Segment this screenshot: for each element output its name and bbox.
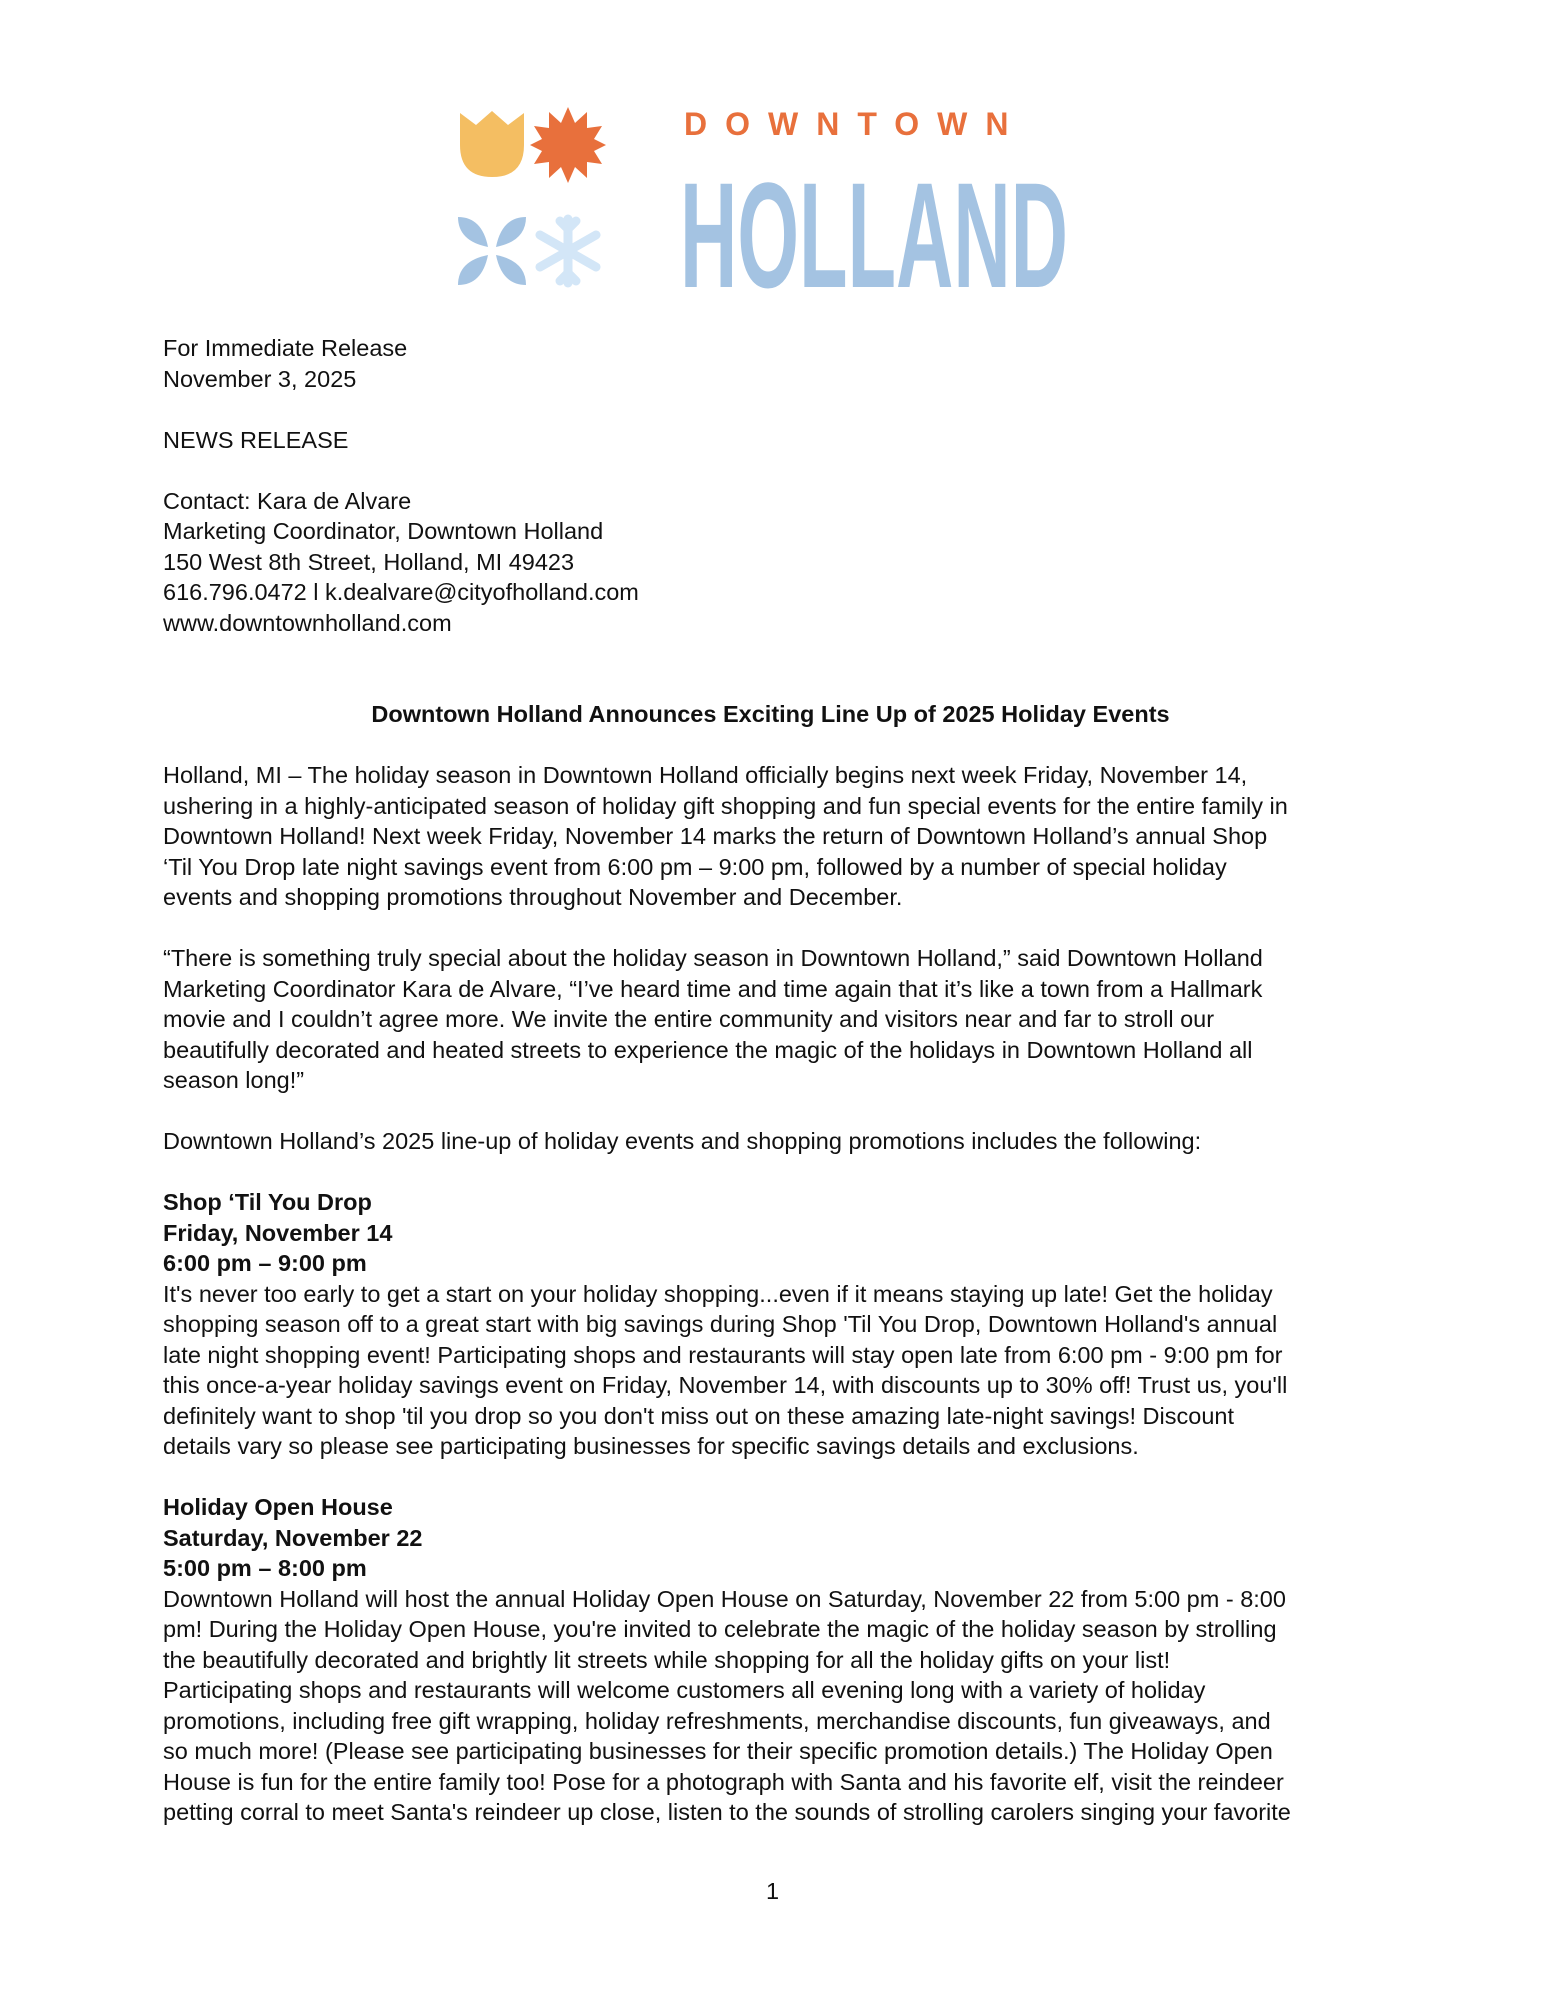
intro-paragraph xyxy=(163,760,1393,913)
text-line: pm! During the Holiday Open House, you're invited to celebrate the magic of the holiday season by strolling xyxy=(163,1616,1277,1642)
text-line: promotions, including free gift wrapping, holiday refreshments, merchandise discounts, fun giveaways, and xyxy=(163,1707,1271,1734)
text-line: details vary so please see participating businesses for specific savings details and exclusions. xyxy=(163,1433,1139,1459)
text-line: Participating shops and restaurants will welcome customers all evening long with a variety of holiday xyxy=(163,1677,1206,1703)
release-date: November 3, 2025 xyxy=(163,365,357,392)
text-line: It's never too early to get a start on your holiday shopping...even if it means staying up late! Get the holiday xyxy=(163,1280,1273,1307)
event-time: 5:00 pm – 8:00 pm xyxy=(163,1555,367,1581)
contact-title: Marketing Coordinator, Downtown Holland xyxy=(163,518,604,544)
page-number: 1 xyxy=(765,1878,780,1904)
quote-paragraph xyxy=(163,943,1393,1096)
contact-website: www.downtownholland.com xyxy=(163,609,452,636)
lineup-intro: Downtown Holland’s 2025 line-up of holiday events and shopping promotions includes the following: xyxy=(163,1128,1202,1154)
sun-icon xyxy=(530,107,606,183)
contact-phone-email: 616.796.0472 l k.dealvare@cityofholland.com xyxy=(163,579,639,605)
text-line: so much more! (Please see participating businesses for their specific promotion details.) The Holiday Open xyxy=(163,1738,1273,1764)
text-line: Downtown Holland will host the annual Holiday Open House on Saturday, November 22 from 5:00 pm - 8:00 xyxy=(163,1585,1286,1612)
text-line: events and shopping promotions throughout November and December. xyxy=(163,884,903,910)
event-shop-til-you-drop xyxy=(163,1187,1393,1462)
logo-word-holland: HOLLAND xyxy=(680,151,1068,319)
text-line: the beautifully decorated and brightly lit streets while shopping for all the holiday gifts on your list! xyxy=(163,1646,1171,1673)
release-line: For Immediate Release xyxy=(163,335,408,361)
event-name: Shop ‘Til You Drop xyxy=(163,1189,372,1215)
text-line: House is fun for the entire family too! Pose for a photograph with Santa and his favorite elf, visit the reindeer xyxy=(163,1768,1284,1795)
text-line: shopping season off to a great start with big savings during Shop 'Til You Drop, Downtown Holland's annual xyxy=(163,1311,1278,1337)
text-line: late night shopping event! Participating shops and restaurants will stay open late from 6:00 pm - 9:00 pm for xyxy=(163,1341,1283,1368)
butterfly-icon xyxy=(458,217,526,285)
text-line: definitely want to shop 'til you drop so you don't miss out on these amazing late-night savings! Discount xyxy=(163,1402,1234,1429)
text-line: Holland, MI – The holiday season in Downtown Holland officially begins next week Friday, November 14, xyxy=(163,762,1248,788)
text-line: beautifully decorated and heated streets to experience the magic of the holidays in Downtown Holland all xyxy=(163,1036,1253,1063)
text-line: Marketing Coordinator Kara de Alvare, “I’ve heard time and time again that it’s like a town from a Hallmark xyxy=(163,975,1263,1002)
press-release-body xyxy=(163,333,1393,1828)
headline: Downtown Holland Announces Exciting Line Up of 2025 Holiday Events xyxy=(371,701,1170,727)
text-line: season long!” xyxy=(163,1067,305,1093)
text-line: movie and I couldn’t agree more. We invite the entire community and visitors near and far to stroll our xyxy=(163,1006,1215,1032)
event-time: 6:00 pm – 9:00 pm xyxy=(163,1250,367,1276)
text-line: Downtown Holland! Next week Friday, November 14 marks the return of Downtown Holland’s annual Shop xyxy=(163,823,1268,849)
event-holiday-open-house xyxy=(163,1492,1393,1828)
tulip-icon xyxy=(460,111,524,177)
event-date: Friday, November 14 xyxy=(163,1219,393,1246)
text-line: ushering in a highly-anticipated season of holiday gift shopping and fun special events for the entire family in xyxy=(163,792,1288,819)
text-line: “There is something truly special about the holiday season in Downtown Holland,” said Downtown Holland xyxy=(163,945,1263,971)
snowflake-icon xyxy=(540,219,596,283)
downtown-holland-logo xyxy=(458,106,1070,319)
text-line: this once-a-year holiday savings event on Friday, November 14, with discounts up to 30% off! Trust us, you'll xyxy=(163,1372,1288,1398)
logo-word-downtown: DOWNTOWN xyxy=(684,106,1027,142)
text-line: petting corral to meet Santa's reindeer up close, listen to the sounds of strolling carolers singing your favorite xyxy=(163,1799,1291,1825)
event-name: Holiday Open House xyxy=(163,1494,393,1520)
event-date: Saturday, November 22 xyxy=(163,1524,423,1551)
contact-name: Contact: Kara de Alvare xyxy=(163,487,412,514)
contact-block xyxy=(163,486,1393,639)
text-line: ‘Til You Drop late night savings event from 6:00 pm – 9:00 pm, followed by a number of special holiday xyxy=(163,853,1227,880)
contact-address: 150 West 8th Street, Holland, MI 49423 xyxy=(163,548,575,575)
news-release-label: NEWS RELEASE xyxy=(163,426,349,453)
